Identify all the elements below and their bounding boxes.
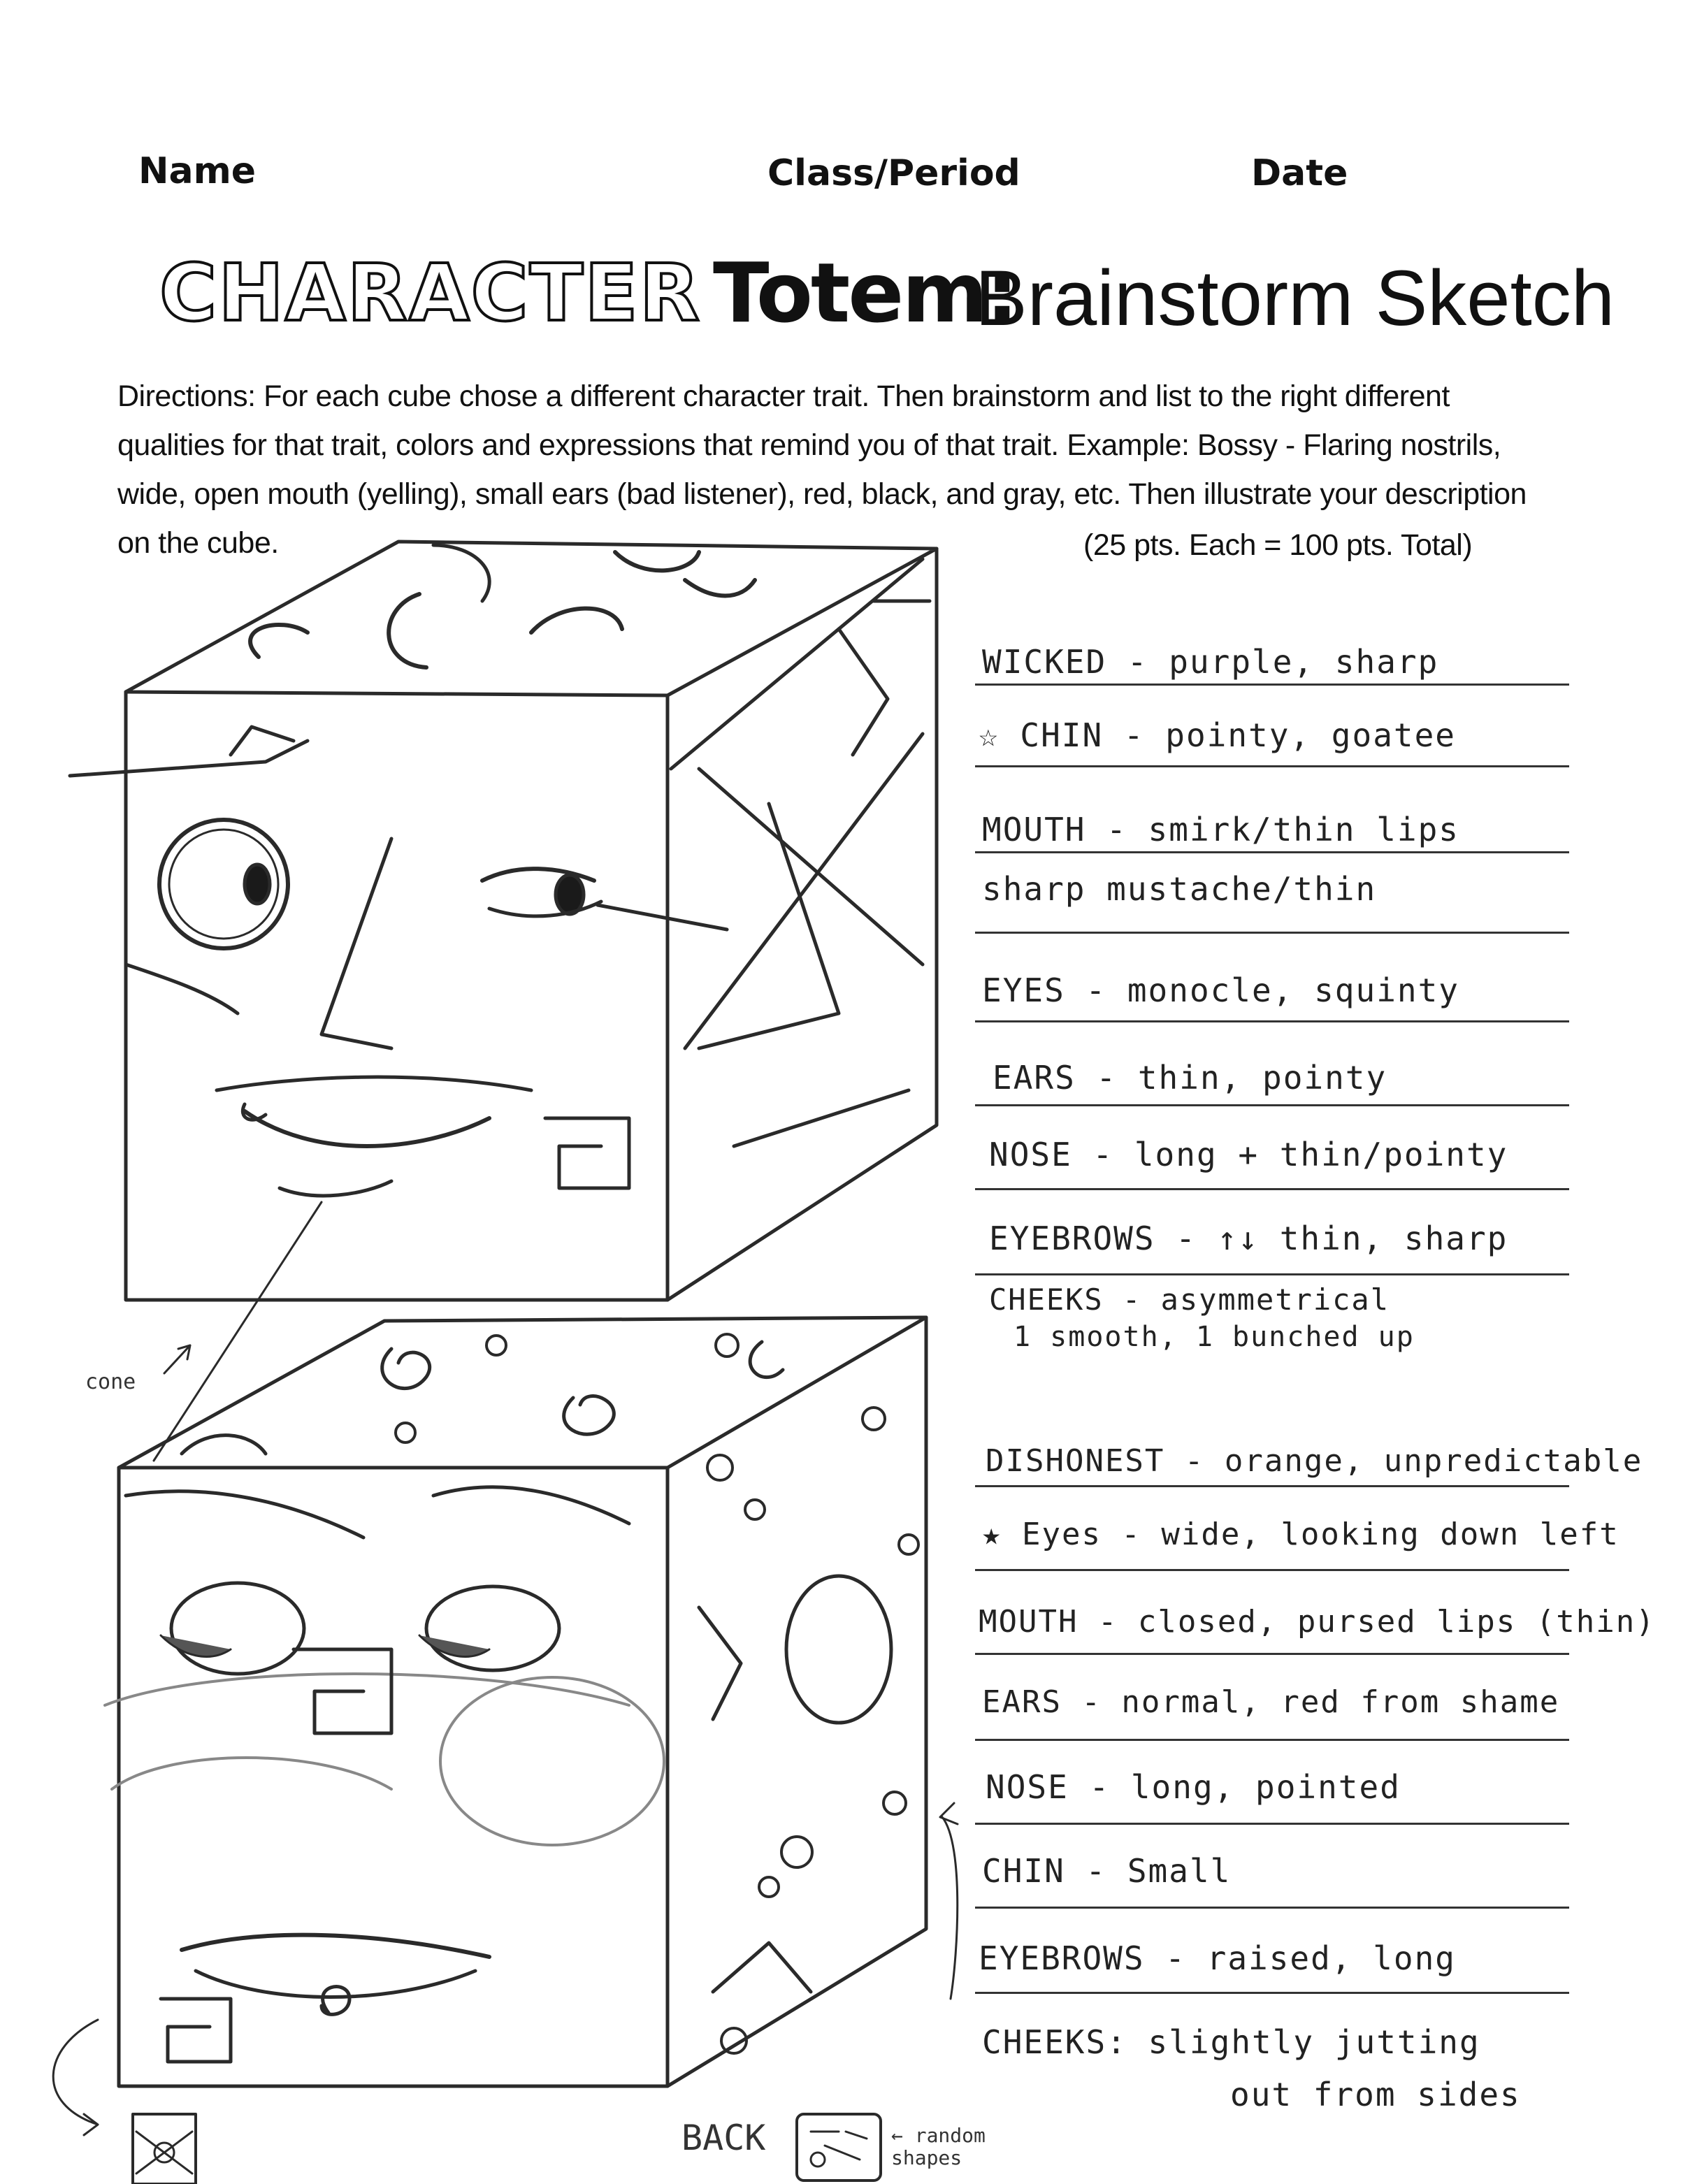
cube1-note-6: NOSE - long + thin/pointy [989,1136,1508,1173]
date-label: Date [1251,152,1348,194]
cube2-note-3: EARS - normal, red from shame [982,1684,1560,1720]
title-brainstorm-sketch: Brainstorm Sketch [975,254,1615,342]
cube1-note-8: CHEEKS - asymmetrical [989,1282,1390,1317]
cube2-line-3 [975,1739,1569,1741]
top-cube [70,542,937,1300]
cone-annotation: cone [85,1370,136,1394]
points-note: (25 pts. Each = 100 pts. Total) [1083,528,1473,562]
cube2-line-0 [975,1485,1569,1487]
directions-line-3: wide, open mouth (yelling), small ears (bad listener), red, black, and gray, etc. Then illustrate your description [117,477,1527,511]
front-thumbnail [133,2114,196,2184]
bottom-cube [105,1317,926,2086]
cube1-note-3: sharp mustache/thin [982,870,1377,908]
cube1-line-6 [975,1188,1569,1190]
cube1-note-0: WICKED - purple, sharp [982,643,1439,681]
cube2-note-2: MOUTH - closed, pursed lips (thin) [979,1604,1656,1640]
cube2-note-8: out from sides [1230,2076,1521,2113]
cube2-note-1: ★ Eyes - wide, looking down left [982,1517,1620,1552]
cube1-line-1 [975,765,1569,767]
cube2-line-4 [975,1823,1569,1825]
cube1-note-9: 1 smooth, 1 bunched up [1013,1321,1415,1353]
cube2-note-6: EYEBROWS - raised, long [979,1939,1456,1977]
cube1-line-0 [975,684,1569,686]
back-annotation: BACK [681,2118,766,2158]
cube1-line-4 [975,1020,1569,1022]
title-totem: Totem: [713,245,1017,341]
directions-line-1: Directions: For each cube chose a different character trait. Then brainstorm and list to the right different [117,379,1450,413]
cube2-note-4: NOSE - long, pointed [986,1768,1401,1806]
title-character: CHARACTER [159,248,701,339]
cube2-note-0: DISHONEST - orange, unpredictable [986,1443,1643,1479]
name-label: Name [138,150,257,192]
cube1-note-2: MOUTH - smirk/thin lips [982,811,1459,848]
cube1-note-7: EYEBROWS - ↑↓ thin, sharp [989,1220,1508,1257]
cube1-note-4: EYES - monocle, squinty [982,971,1459,1009]
cube1-note-1: ☆ CHIN - pointy, goatee [979,716,1456,754]
back-thumbnail [797,2114,881,2181]
directions-line-2: qualities for that trait, colors and expressions that remind you of that trait. Example: Bossy - Flaring nostrils, [117,428,1501,462]
cube2-line-2 [975,1653,1569,1655]
cube2-note-5: CHIN - Small [982,1852,1232,1890]
cube2-line-6 [975,1992,1569,1994]
cube1-line-7 [975,1273,1569,1275]
cube1-note-5: EARS - thin, pointy [993,1059,1387,1097]
cube2-line-5 [975,1907,1569,1909]
cube1-line-5 [975,1104,1569,1106]
cube2-note-7: CHEEKS: slightly jutting [982,2023,1480,2061]
cube2-line-1 [975,1569,1569,1571]
directions-line-4: on the cube. [117,526,279,560]
cube1-line-2 [975,851,1569,853]
class-period-label: Class/Period [767,152,1020,194]
cube1-line-3 [975,932,1569,934]
random-shapes-annotation: ← random shapes [891,2124,986,2169]
